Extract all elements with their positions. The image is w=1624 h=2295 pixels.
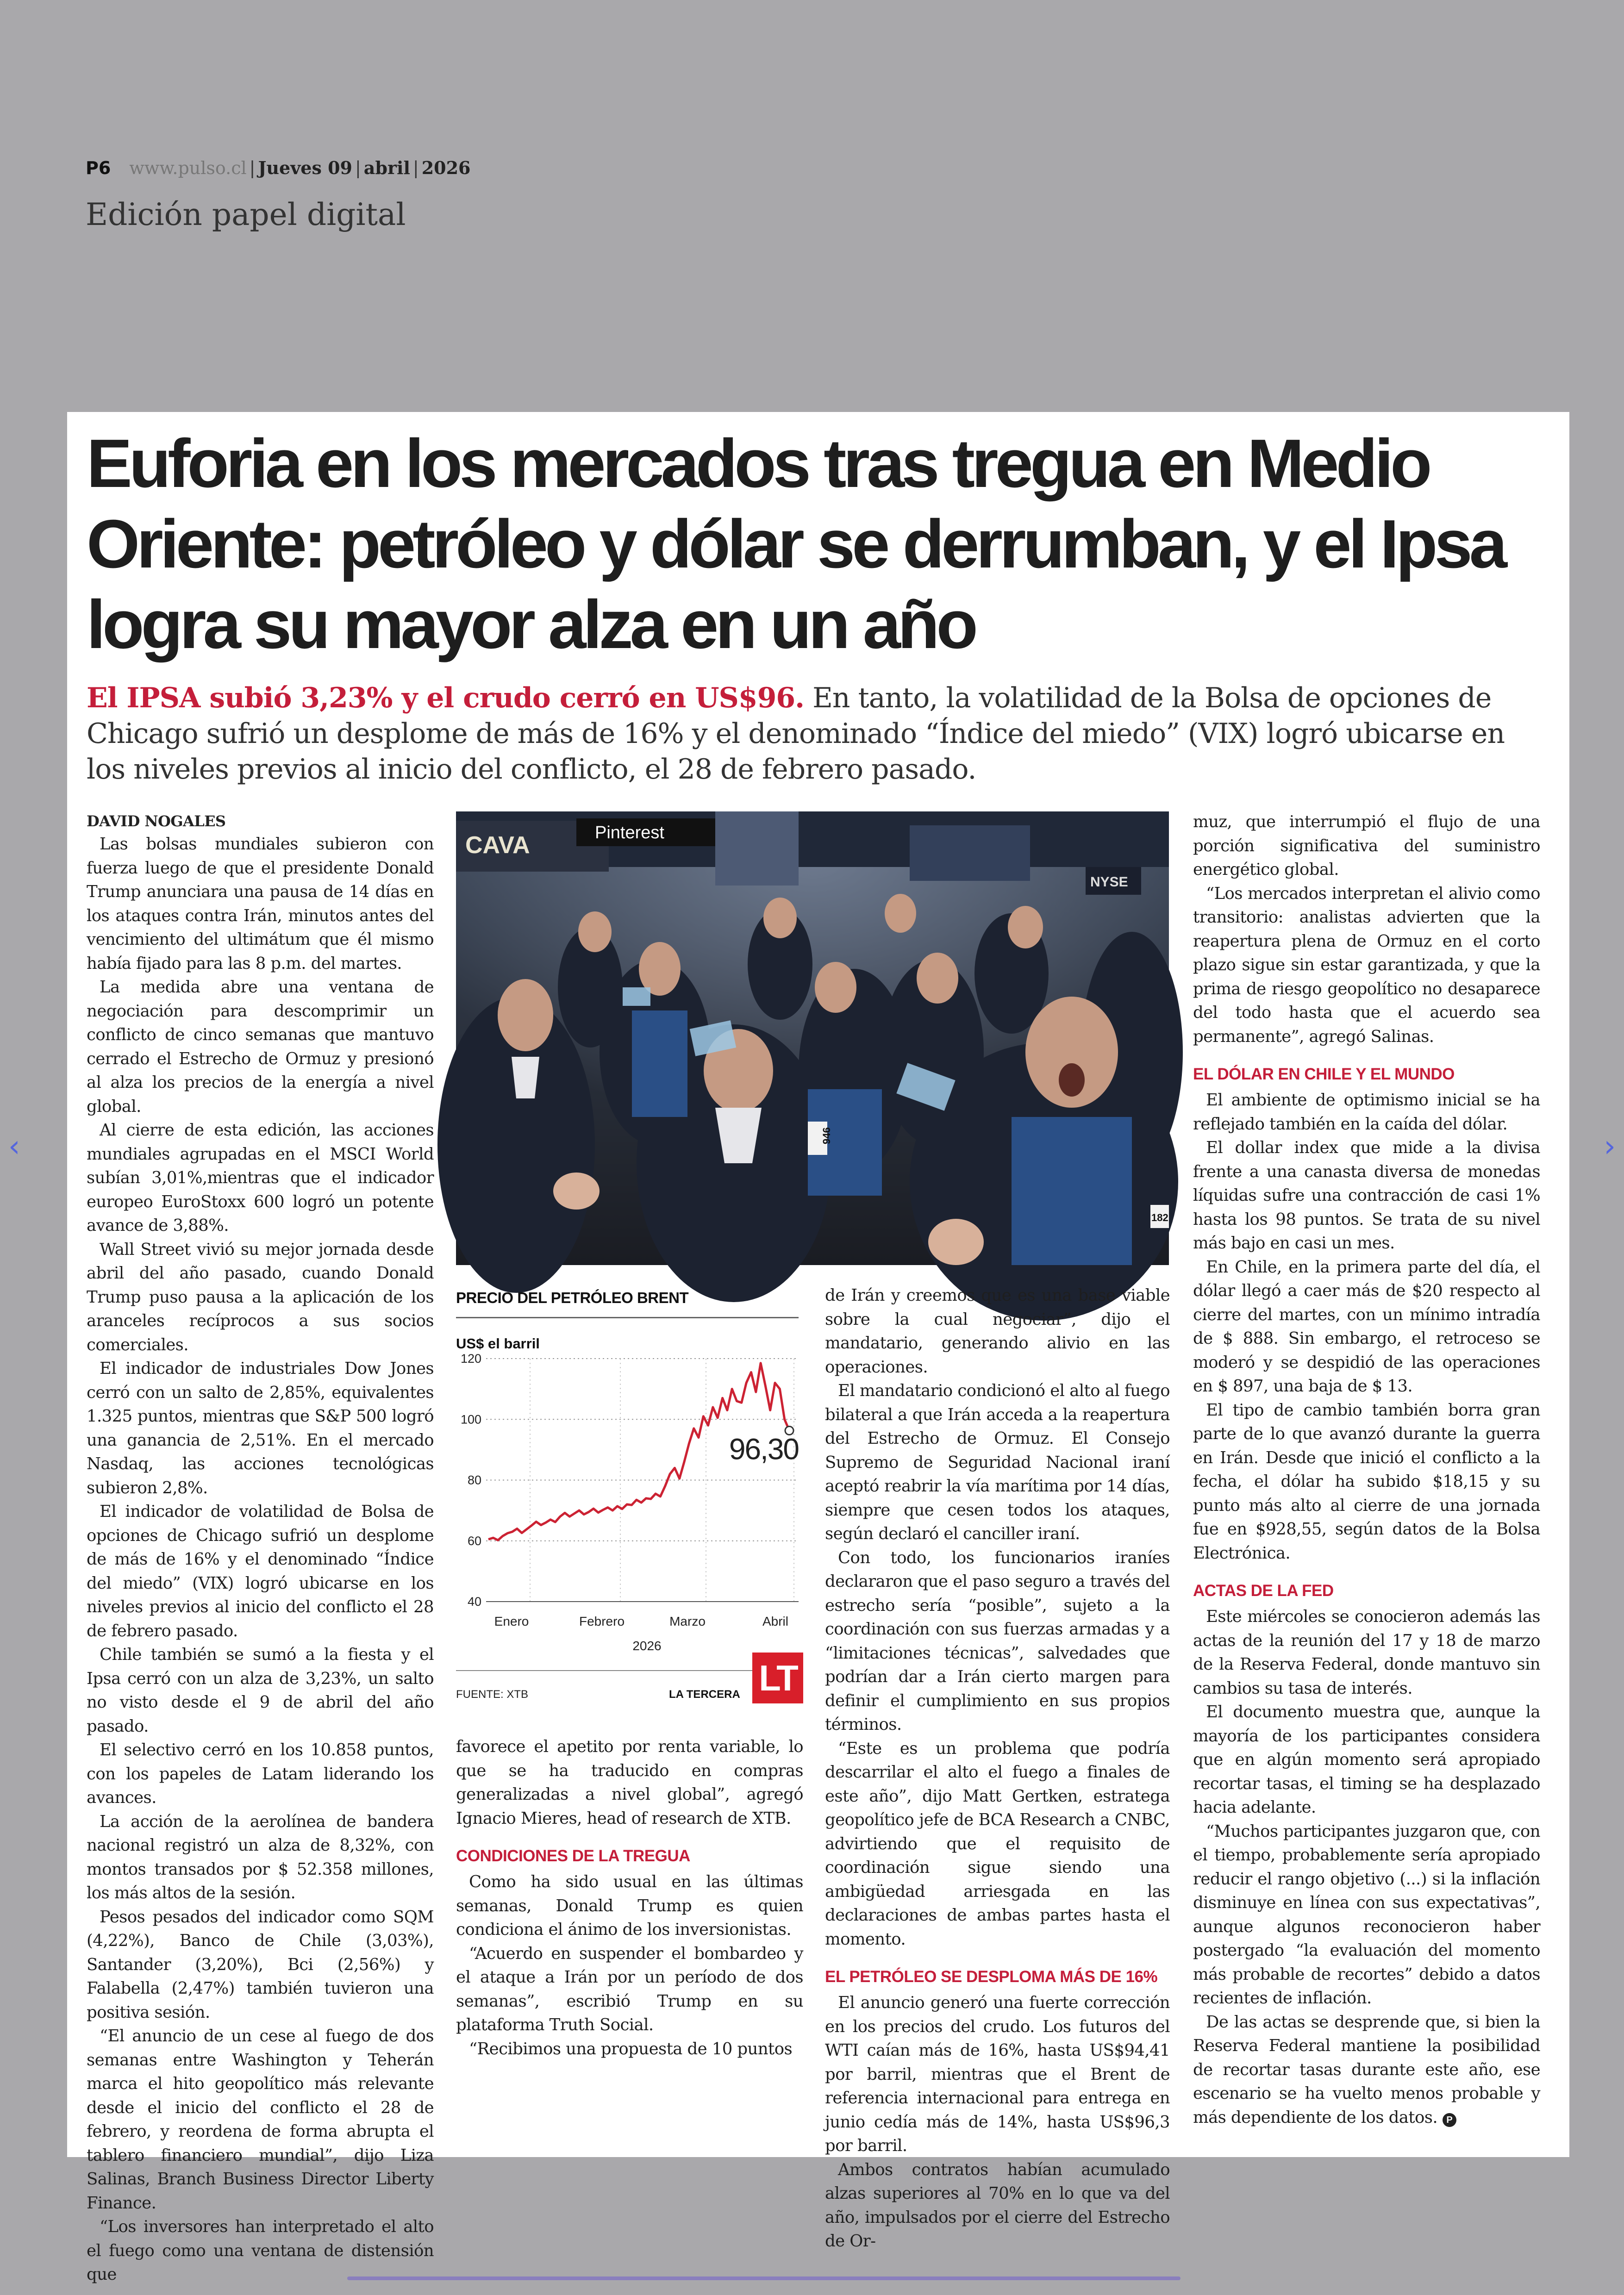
trading-floor-photo bbox=[456, 811, 1169, 1265]
paragraph: “Los mercados interpretan el alivio como transitorio: analistas advierten que la reapertura plena de Ormuz en el corto plazo sigue sin estar garantizada, y que la prima de riesgo geopolítico no desaparece del todo hasta que el acuerdo sea permanente”, agregó Salinas. bbox=[1193, 884, 1540, 1046]
subhead-tregua: CONDICIONES DE LA TREGUA bbox=[456, 1847, 690, 1865]
x-tick-label: Abril bbox=[762, 1614, 789, 1628]
viewer-header bbox=[86, 157, 470, 232]
paragraph: de Irán y creemos que es una base viable sobre la cual negociar”, dijo el mandatario, generando alivio en las operaciones. bbox=[825, 1286, 1170, 1377]
page-number: P6 bbox=[86, 158, 111, 178]
paragraph: Chile también se sumó a la fiesta y el Ipsa cerró con un alza de 3,23%, un salto no visto desde el 9 de abril del año pasado. bbox=[87, 1645, 434, 1736]
paragraph: “Los inversores han interpretado el alto el fuego como una ventana de distensión que bbox=[87, 2217, 434, 2284]
chart-plot bbox=[456, 1345, 803, 1659]
chart-title: PRECIO DEL PETRÓLEO BRENT bbox=[456, 1289, 689, 1306]
paragraph: El ambiente de optimismo inicial se ha reflejado también en la caída del dólar. bbox=[1193, 1091, 1540, 1134]
photo-badge-946: 946 bbox=[821, 1127, 832, 1144]
paragraph: Ambos contratos habían acumulado alzas superiores al 70% en lo que va del año, impulsados por el cierre del Estrecho de Or- bbox=[825, 2160, 1170, 2251]
subhead-dolar: EL DÓLAR EN CHILE Y EL MUNDO bbox=[1193, 1065, 1455, 1083]
headline: Euforia en los mercados tras tregua en Medio Oriente: petróleo y dólar se derrumban, y el Ipsa logra su mayor alza en un año bbox=[87, 425, 1505, 663]
x-axis-label: 2026 bbox=[632, 1639, 662, 1653]
paragraph bbox=[1193, 2010, 1540, 2130]
paragraph: favorece el apetito por renta variable, lo que se ha traducido en compras generalizadas a nivel global”, agregó Ignacio Mieres, head of research de XTB. bbox=[456, 1737, 803, 1828]
paragraph: El documento muestra que, aunque la mayoría de los participantes considera que en algún momento será apropiado recortar tasas, el timing se ha desplazado hacia adelante. bbox=[1193, 1703, 1540, 1817]
paragraph: Como ha sido usual en las últimas semanas, Donald Trump es quien condiciona el ánimo de los inversionistas. bbox=[456, 1872, 803, 1939]
paragraph: El selectivo cerró en los 10.858 puntos, con los papeles de Latam liderando los avances. bbox=[87, 1740, 434, 1807]
chart-credit: LA TERCERA bbox=[669, 1688, 740, 1701]
paragraph: El indicador de volatilidad de Bolsa de opciones de Chicago sufrió un desplome de más de 16% y el denominado “Índice del miedo” (VIX) logró ubicarse en los niveles previos al inicio del conflicto el 28 de febrero pasado. bbox=[87, 1502, 434, 1640]
paragraph: “Muchos participantes juzgaron que, con el tiempo, probablemente sería apropiado reducir el rango objetivo (...) si la inflación disminuye en línea con sus expectativas”, aunque algunos reconocieron haber postergado “la evaluación del momento más probable de recortes” debido a datos recientes de inflación. bbox=[1193, 1821, 1540, 2008]
paragraph: muz, que interrumpió el flujo de una porción significativa del suministro energético global. bbox=[1193, 812, 1540, 879]
paragraph: Con todo, los funcionarios iraníes declararon que el paso seguro a través del estrecho sería “posible”, sujeto a la coordinación con sus fuerzas armadas y a “limitaciones técnicas”, salvedades que podrían dar a Irán cierto margen para definir el cumplimiento en sus propios términos. bbox=[825, 1548, 1170, 1734]
subhead-fed: ACTAS DE LA FED bbox=[1193, 1582, 1334, 1600]
prev-page-arrow-icon[interactable]: ‹ bbox=[8, 1129, 20, 1164]
edition-label: Edición papel digital bbox=[86, 197, 406, 232]
x-tick-label: Marzo bbox=[669, 1614, 706, 1628]
x-tick-label: Febrero bbox=[579, 1614, 625, 1628]
paragraph: Pesos pesados del indicador como SQM (4,22%), Banco de Chile (3,03%), Santander (3,20%), Bci (2,56%) y Falabella (2,47%) también tuvieron una positiva sesión. bbox=[87, 1907, 434, 2022]
paragraph: El dollar index que mide a la divisa frente a una canasta diversa de monedas líquidas sufre una contracción de casi 1% hasta los 98 puntos. Se trata de su nivel más bajo en casi un mes. bbox=[1193, 1138, 1540, 1253]
photo-sign-pinterest: Pinterest bbox=[595, 823, 664, 842]
subhead-petroleo: EL PETRÓLEO SE DESPLOMA MÁS DE 16% bbox=[825, 1968, 1158, 1986]
photo-sign-nyse: NYSE bbox=[1090, 874, 1128, 890]
newspaper-page bbox=[67, 412, 1569, 2284]
next-page-arrow-icon[interactable]: › bbox=[1604, 1129, 1616, 1164]
byline: DAVID NOGALES bbox=[87, 812, 226, 830]
date-year: 2026 bbox=[421, 157, 471, 178]
paragraph: El anuncio generó una fuerte corrección en los precios del crudo. Los futuros del WTI caían más de 16%, hasta US$94,41 por barril, mientras que el Brent de referencia internacional para entrega en junio cedía más de 14%, hasta US$96,3 por barril. bbox=[825, 1993, 1170, 2155]
photo-badge-182: 182 bbox=[1151, 1212, 1168, 1223]
paragraph: “Recibimos una propuesta de 10 puntos bbox=[469, 2039, 793, 2058]
chart-source: FUENTE: XTB bbox=[456, 1688, 529, 1701]
site-url[interactable]: www.pulso.cl bbox=[129, 158, 247, 178]
deck bbox=[87, 680, 1540, 787]
paragraph: “El anuncio de un cese al fuego de dos semanas entre Washington y Teherán marca el hito geopolítico más relevante desde el inicio del conflicto el 28 de febrero, y reordena de forma abrupta el tablero financiero mundial”, dijo Liza Salinas, Branch Business Director Liberty Finance. bbox=[87, 2027, 434, 2213]
end-mark-icon: P bbox=[1443, 2113, 1456, 2127]
date-day: Jueves 09 bbox=[258, 157, 352, 178]
paragraph: La acción de la aerolínea de bandera nacional registró un alza de 8,32%, con montos transados por $ 52.358 millones, los más altos de la sesión. bbox=[87, 1812, 434, 1902]
article-column-1 bbox=[87, 810, 434, 2287]
photo-sign-cava: CAVA bbox=[465, 832, 530, 859]
last-value-label: 96,30 bbox=[729, 1432, 799, 1466]
x-tick-label: Enero bbox=[494, 1614, 529, 1628]
y-tick-label: 80 bbox=[467, 1473, 481, 1487]
brent-price-chart bbox=[456, 1289, 803, 1722]
paragraph-text: De las actas se desprende que, si bien la Reserva Federal mantiene la posibilidad de recortar tasas durante este año, ese escenario se ha vuelto menos probable y más dependiente de los datos. bbox=[1193, 2012, 1540, 2127]
paragraph: El indicador de industriales Dow Jones cerró con un salto de 2,85%, equivalentes 1.325 puntos, mientras que S&P 500 logró una ganancia de 2,51%. En el mercado Nasdaq, las acciones tecnológicas subieron 2,8%. bbox=[87, 1359, 434, 1497]
paragraph: “Este es un problema que podría descarrilar el alto el fuego a finales de este año”, dijo Matt Gertken, estratega geopolítico jefe de BCA Research a CNBC, advirtiendo que el requisito de coordinación sigue siendo una ambigüedad arriesgada en las declaraciones de ambas partes hasta el momento. bbox=[825, 1739, 1170, 1949]
deck-lead: El IPSA subió 3,23% y el crudo cerró en US$96. bbox=[87, 682, 805, 714]
paragraph: La medida abre una ventana de negociación para descomprimir un conflicto de cinco semanas que mantuvo cerrado el Estrecho de Ormuz y presionó al alza los precios de la energía a nivel global. bbox=[87, 978, 434, 1116]
photo-illustration bbox=[456, 811, 1169, 1265]
paragraph: Las bolsas mundiales subieron con fuerza luego de que el presidente Donald Trump anunciara una pausa de 14 días en los ataques contra Irán, minutos antes del vencimiento del ultimátum que él mismo había fijado para las 8 p.m. del martes. bbox=[87, 835, 434, 973]
date-month: abril bbox=[363, 157, 410, 178]
page-info-line: P6 www.pulso.cl | Jueves 09 | abril | 2026 bbox=[86, 157, 471, 178]
article-column-4 bbox=[1193, 810, 1540, 2129]
chart-y-unit: US$ el barril bbox=[456, 1335, 540, 1352]
paragraph: “Acuerdo en suspender el bombardeo y el ataque a Irán por un período de dos semanas”, escribió Trump en su plataforma Truth Social. bbox=[456, 1944, 803, 2034]
y-tick-label: 60 bbox=[467, 1534, 481, 1548]
paragraph: Wall Street vivió su mejor jornada desde abril del año pasado, cuando Donald Trump puso pausa a la aplicación de los aranceles recíprocos a sus socios comerciales. bbox=[87, 1240, 434, 1354]
paragraph: Este miércoles se conocieron además las actas de la reunión del 17 y 18 de marzo de la Reserva Federal, donde mantuvo sin cambios su tasa de interés. bbox=[1193, 1607, 1540, 1698]
y-tick-label: 120 bbox=[460, 1352, 481, 1366]
la-tercera-logo: LT bbox=[752, 1653, 803, 1703]
horizontal-scrollbar[interactable] bbox=[347, 2276, 1181, 2280]
paragraph: En Chile, en la primera parte del día, el dólar llegó a caer más de $20 respecto al cierre del martes, con un mínimo intradía de $ 888. Sin embargo, el retroceso se moderó y se despidió de las operaciones en $ 897, una baja de $ 13. bbox=[1193, 1257, 1540, 1396]
y-tick-label: 40 bbox=[467, 1595, 481, 1609]
y-tick-label: 100 bbox=[460, 1412, 481, 1427]
chart-divider bbox=[456, 1670, 799, 1671]
article-column-3 bbox=[825, 1284, 1170, 2253]
deck-rest: En tanto, la volatilidad de la Bolsa de opciones de Chicago sufrió un desplome de más de 16% y el denominado “Índice del miedo” (VIX) logró ubicarse en los niveles previos al inicio del conflicto, el 28 de febrero pasado. bbox=[87, 682, 1505, 786]
paragraph: El tipo de cambio también borra gran parte de lo que avanzó durante la guerra en Irán. Desde que inició el conflicto a la fecha, el dólar ha subido $18,15 y su punto más alto al cierre de una jornada fue en $928,55, según datos de la Bolsa Electrónica. bbox=[1193, 1400, 1540, 1563]
chart-divider bbox=[456, 1317, 799, 1318]
paragraph: Al cierre de esta edición, las acciones mundiales agrupadas en el MSCI World subían 3,01%,mientras que el indicador europeo EuroStoxx 600 logró un potente avance de 3,88%. bbox=[87, 1121, 434, 1235]
paragraph: El mandatario condicionó el alto al fuego bilateral a que Irán acceda a la reapertura del Estrecho de Ormuz. El Consejo Supremo de Seguridad Nacional iraní aceptó reabrir la vía marítima por 14 días, siempre que cesen todos los ataques, según declaró el canciller iraní. bbox=[825, 1381, 1170, 1543]
article-column-2 bbox=[456, 1735, 803, 2061]
